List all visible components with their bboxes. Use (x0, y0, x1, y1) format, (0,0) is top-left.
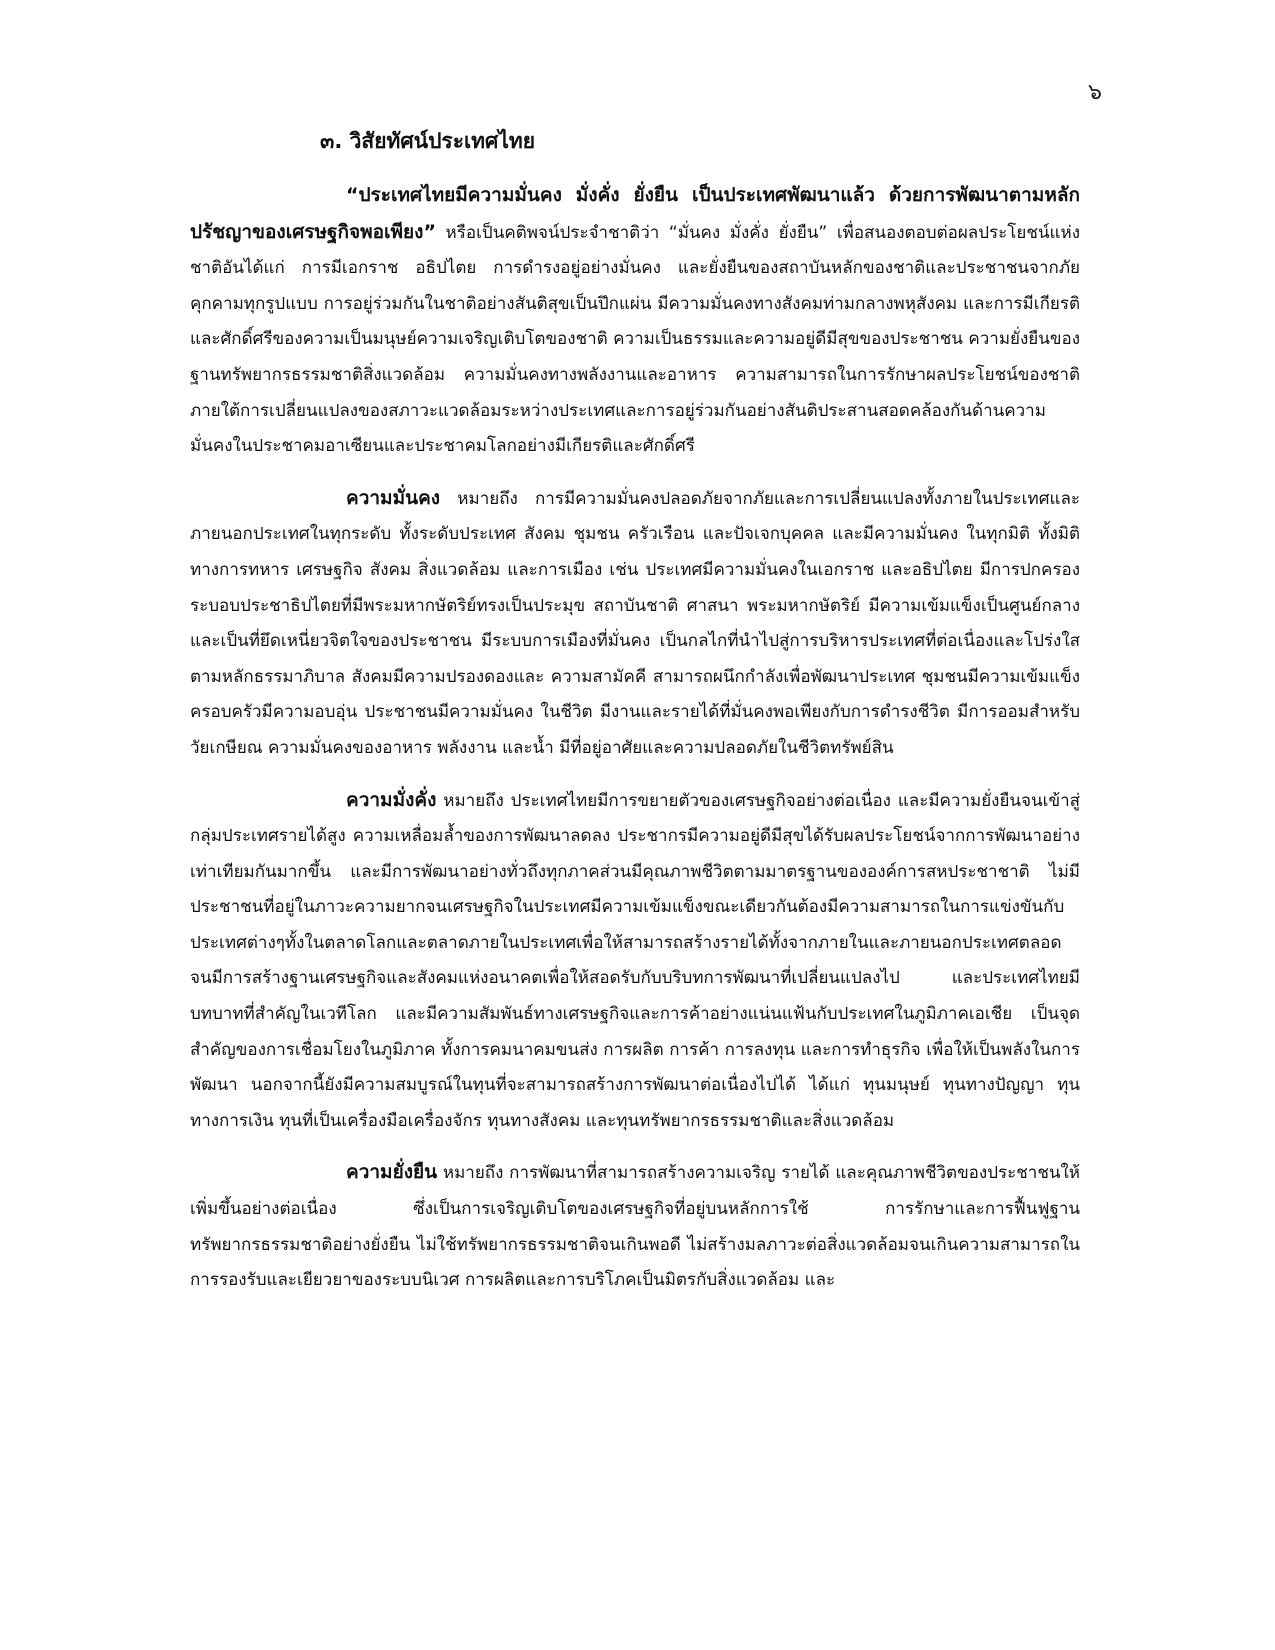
vision-paragraph (190, 178, 1080, 465)
vision-paragraph-text: หรือเป็นคติพจน์ประจำชาติว่า “มั่นคง มั่งคั่ง ยั่งยืน” เพื่อสนองตอบต่อผลประโยชน์แห่งชาติอันได้แก่ การมีเอกราช อธิปไตย การดำรงอยู่อย่างมั่นคง และยั่งยืนของสถาบันหลักของชาติและประชาชนจากภัยคุกคามทุกรูปแบบ การอยู่ร่วมกันในชาติอย่างสันติสุขเป็นปึกแผ่น มีความมั่นคงทางสังคมท่ามกลางพหุสังคม และการมีเกียรติและศักดิ์ศรีของความเป็นมนุษย์ความเจริญเติบโตของชาติ ความเป็นธรรมและความอยู่ดีมีสุขของประชาชน ความยั่งยืนของฐานทรัพยากรธรรมชาติสิ่งแวดล้อม ความมั่นคงทางพลังงานและอาหาร ความสามารถในการรักษาผลประโยชน์ของชาติภายใต้การเปลี่ยนแปลงของสภาวะแวดล้อมระหว่างประเทศและการอยู่ร่วมกันอย่างสันติประสานสอดคล้องกันด้านความมั่นคงในประชาคมอาเซียนและประชาคมโลกอย่างมีเกียรติและศักดิ์ศรี (190, 222, 1080, 457)
prosperity-term: ความมั่งคั่ง (346, 788, 437, 811)
sustainability-paragraph-text: หมายถึง การพัฒนาที่สามารถสร้างความเจริญ รายได้ และคุณภาพชีวิตของประชาชนให้เพิ่มขึ้นอย่างต่อเนื่อง ซึ่งเป็นการเจริญเติบโตของเศรษฐกิจที่อยู่บนหลักการใช้ การรักษาและการฟื้นฟูฐานทรัพยากรธรรมชาติอย่างยั่งยืน ไม่ใช้ทรัพยากรธรรมชาติจนเกินพอดี ไม่สร้างมลภาวะต่อสิ่งแวดล้อมจนเกินความสามารถในการรองรับและเยียวยาของระบบนิเวศ การผลิตและการบริโภคเป็นมิตรกับสิ่งแวดล้อม และ (190, 1163, 1080, 1291)
security-paragraph (190, 481, 1080, 767)
sustainability-term: ความยั่งยืน (346, 1161, 438, 1184)
page-number: ๖ (1088, 80, 1102, 105)
document-body (190, 124, 1080, 1299)
security-paragraph-text: หมายถึง การมีความมั่นคงปลอดภัยจากภัยและการเปลี่ยนแปลงทั้งภายในประเทศและภายนอกประเทศในทุกระดับ ทั้งระดับประเทศ สังคม ชุมชน ครัวเรือน และปัจเจกบุคคล และมีความมั่นคง ในทุกมิติ ทั้งมิติทางการทหาร เศรษฐกิจ สังคม สิ่งแวดล้อม และการเมือง เช่น ประเทศมีความมั่นคงในเอกราช และอธิปไตย มีการปกครองระบอบประชาธิปไตยที่มีพระมหากษัตริย์ทรงเป็นประมุข สถาบันชาติ ศาสนา พระมหากษัตริย์ มีความเข้มแข็งเป็นศูนย์กลางและเป็นที่ยึดเหนี่ยวจิตใจของประชาชน มีระบบการเมืองที่มั่นคง เป็นกลไกที่นำไปสู่การบริหารประเทศที่ต่อเนื่องและโปร่งใสตามหลักธรรมาภิบาล สังคมมีความปรองดองและ ความสามัคคี สามารถผนึกกำลังเพื่อพัฒนาประเทศ ชุมชนมีความเข้มแข็ง ครอบครัวมีความอบอุ่น ประชาชนมีความมั่นคง ในชีวิต มีงานและรายได้ที่มั่นคงพอเพียงกับการดำรงชีวิต มีการออมสำหรับวัยเกษียณ ความมั่นคงของอาหาร พลังงาน และน้ำ มีที่อยู่อาศัยและความปลอดภัยในชีวิตทรัพย์สิน (190, 488, 1080, 758)
prosperity-paragraph (190, 783, 1080, 1140)
security-term: ความมั่นคง (346, 486, 441, 509)
prosperity-paragraph-text: หมายถึง ประเทศไทยมีการขยายตัวของเศรษฐกิจอย่างต่อเนื่อง และมีความยั่งยืนจนเข้าสู่กลุ่มประเทศรายได้สูง ความเหลื่อมล้ำของการพัฒนาลดลง ประชากรมีความอยู่ดีมีสุขได้รับผลประโยชน์จากการพัฒนาอย่างเท่าเทียมกันมากขึ้น และมีการพัฒนาอย่างทั่วถึงทุกภาคส่วนมีคุณภาพชีวิตตามมาตรฐานขององค์การสหประชาชาติ ไม่มีประชาชนที่อยู่ในภาวะความยากจนเศรษฐกิจในประเทศมีความเข้มแข็งขณะเดียวกันต้องมีความสามารถในการแข่งขันกับประเทศต่างๆทั้งในตลาดโลกและตลาดภายในประเทศเพื่อให้สามารถสร้างรายได้ทั้งจากภายในและภายนอกประเทศตลอดจนมีการสร้างฐานเศรษฐกิจและสังคมแห่งอนาคตเพื่อให้สอดรับกับบริบทการพัฒนาที่เปลี่ยนแปลงไป และประเทศไทยมีบทบาทที่สำคัญในเวทีโลก และมีความสัมพันธ์ทางเศรษฐกิจและการค้าอย่างแน่นแฟ้นกับประเทศในภูมิภาคเอเชีย เป็นจุดสำคัญของการเชื่อมโยงในภูมิภาค ทั้งการคมนาคมขนส่ง การผลิต การค้า การลงทุน และการทำธุรกิจ เพื่อให้เป็นพลังในการพัฒนา นอกจากนี้ยังมีความสมบูรณ์ในทุนที่จะสามารถสร้างการพัฒนาต่อเนื่องไปได้ ได้แก่ ทุนมนุษย์ ทุนทางปัญญา ทุนทางการเงิน ทุนที่เป็นเครื่องมือเครื่องจักร ทุนทางสังคม และทุนทรัพยากรธรรมชาติและสิ่งแวดล้อม (190, 790, 1080, 1131)
section-heading: ๓. วิสัยทัศน์ประเทศไทย (320, 129, 536, 153)
sustainability-paragraph (190, 1155, 1080, 1298)
vision-statement: “ประเทศไทยมีความมั่นคง มั่งคั่ง ยั่งยืน เป็นประเทศพัฒนาแล้ว ด้วยการพัฒนาตามหลักปรัชญาของเศรษฐกิจพอเพียง” (190, 184, 1080, 243)
